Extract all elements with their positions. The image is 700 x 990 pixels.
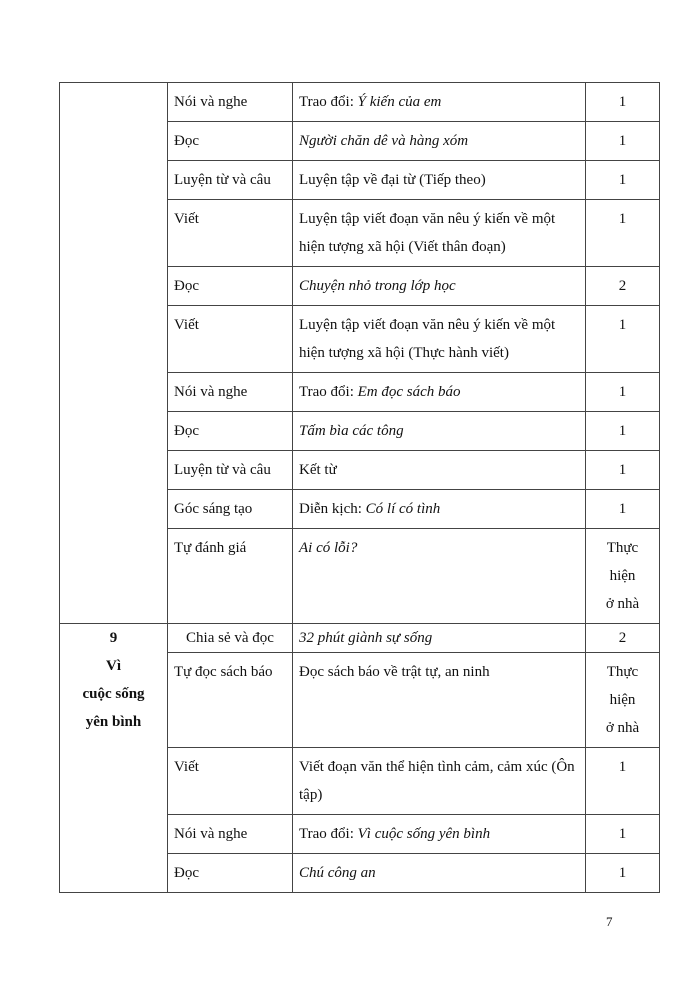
skill-cell: Đọc [168,412,293,451]
skill-cell: Tự đánh giá [168,529,293,624]
content-title: Ý kiến của em [357,94,442,110]
table-row [60,83,660,122]
time-cell: 1 [586,490,660,529]
unit-cell-continued [60,83,168,624]
skill-cell: Viết [168,306,293,373]
time-cell: 1 [586,373,660,412]
content-title: Có lí có tình [365,501,441,517]
time-line: ở nhà [605,720,640,736]
content-title: Ai có lỗi? [299,540,358,556]
skill-cell: Đọc [168,122,293,161]
content-text: Trao đổi: [299,826,358,842]
content-cell [293,373,586,412]
content-cell [293,490,586,529]
time-cell: 1 [586,122,660,161]
content-title: Em đọc sách báo [357,384,461,400]
content-text: Diễn kịch: [299,501,366,517]
skill-cell: Viết [168,748,293,815]
content-cell: Đọc sách báo về trật tự, an ninh [293,653,586,748]
content-title: Vì cuộc sống yên bình [357,826,491,842]
content-cell [293,412,586,451]
content-title: Chú công an [299,865,376,881]
time-cell: 1 [586,306,660,373]
time-line: ở nhà [605,596,640,612]
skill-cell: Góc sáng tạo [168,490,293,529]
content-cell: Luyện tập về đại từ (Tiếp theo) [293,161,586,200]
time-line: Thực [606,540,639,556]
content-text: Trao đổi: [299,384,358,400]
skill-cell: Chia sẻ và đọc [168,624,293,653]
time-cell: 1 [586,161,660,200]
content-cell [293,267,586,306]
skill-cell: Tự đọc sách báo [168,653,293,748]
skill-cell: Nói và nghe [168,83,293,122]
skill-cell: Luyện từ và câu [168,161,293,200]
time-cell: 2 [586,624,660,653]
content-cell [293,122,586,161]
content-cell: Luyện tập viết đoạn văn nêu ý kiến về một hiện tượng xã hội (Viết thân đoạn) [293,200,586,267]
time-cell [586,529,660,624]
unit-title-line: Vì [106,658,121,674]
unit-number: 9 [109,630,118,646]
lesson-plan-table [59,82,660,893]
skill-cell: Viết [168,200,293,267]
content-title: Chuyện nhỏ trong lớp học [299,278,456,294]
content-cell: Luyện tập viết đoạn văn nêu ý kiến về một hiện tượng xã hội (Thực hành viết) [293,306,586,373]
time-line: hiện [609,568,636,584]
time-cell: 1 [586,451,660,490]
skill-cell: Nói và nghe [168,373,293,412]
skill-cell: Đọc [168,267,293,306]
content-cell [293,854,586,893]
time-cell: 1 [586,748,660,815]
time-cell: 1 [586,412,660,451]
content-cell: Viết đoạn văn thể hiện tình cảm, cảm xúc (Ôn tập) [293,748,586,815]
content-cell [293,815,586,854]
unit-cell [60,624,168,893]
time-cell: 1 [586,200,660,267]
time-cell: 1 [586,83,660,122]
time-cell: 1 [586,854,660,893]
content-title: 32 phút giành sự sống [299,630,433,646]
skill-cell: Nói và nghe [168,815,293,854]
time-cell: 1 [586,815,660,854]
content-cell [293,529,586,624]
content-title: Người chăn dê và hàng xóm [299,133,469,149]
unit-title-line: cuộc sống [82,686,145,702]
content-title: Tấm bìa các tông [299,423,404,439]
content-cell [293,624,586,653]
time-line: hiện [609,692,636,708]
page-number: 7 [606,914,613,929]
time-cell: 2 [586,267,660,306]
skill-cell: Luyện từ và câu [168,451,293,490]
skill-cell: Đọc [168,854,293,893]
time-cell [586,653,660,748]
content-cell [293,83,586,122]
content-text: Trao đổi: [299,94,358,110]
content-cell: Kết từ [293,451,586,490]
table-row [60,624,660,653]
unit-title-line: yên bình [85,714,142,730]
time-line: Thực [606,664,639,680]
